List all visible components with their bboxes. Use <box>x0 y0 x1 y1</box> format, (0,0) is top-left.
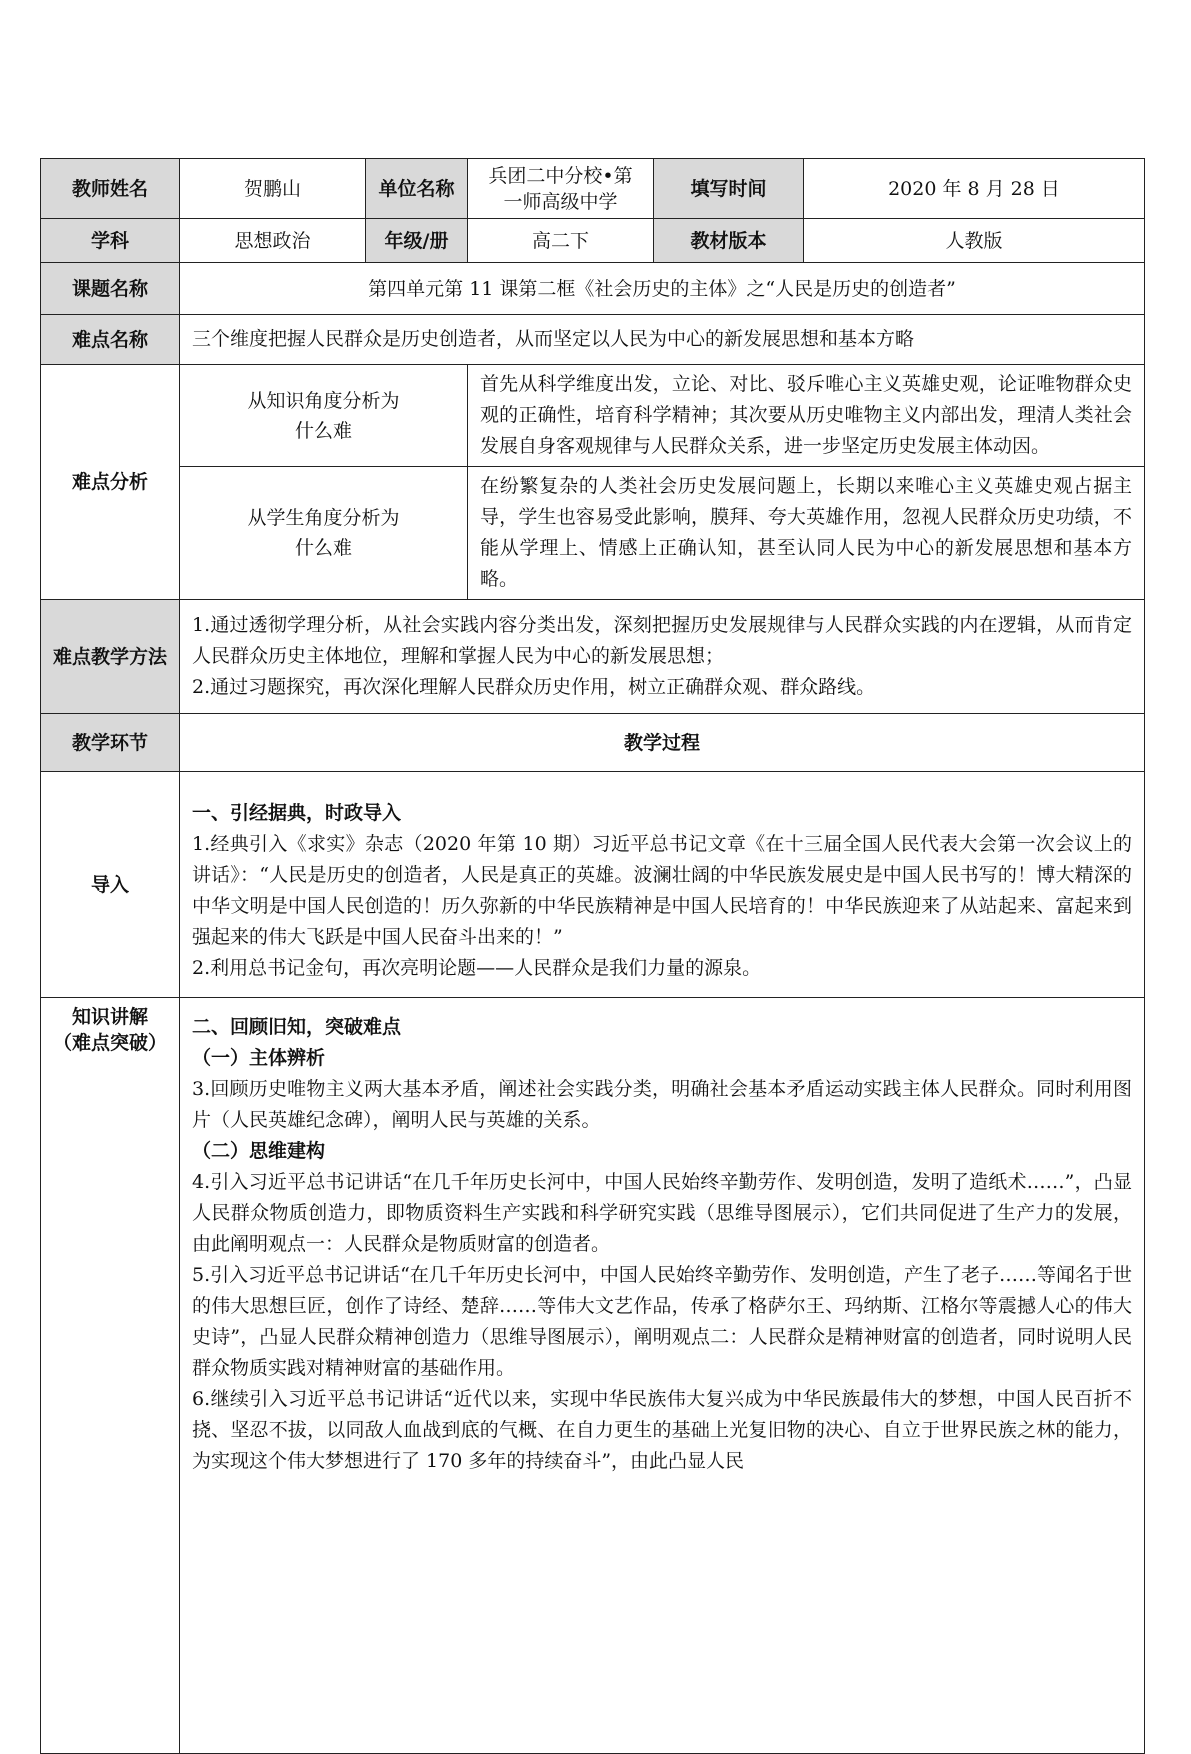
knowledge-label-line1: 知识讲解 <box>71 1006 148 1028</box>
knowledge-label <box>41 998 180 1754</box>
intro-label: 导入 <box>41 772 180 998</box>
method-item-1: 1.通过透彻学理分析，从社会实践内容分类出发，深刻把握历史发展规律与人民群众实践的内在逻辑，从而肯定人民群众历史主体地位，理解和掌握人民为中心的新发展思想； <box>192 614 1132 667</box>
intro-heading: 一、引经据典，时政导入 <box>192 802 402 824</box>
process-header: 教学过程 <box>180 714 1145 772</box>
row-intro <box>41 772 1145 998</box>
subject-label: 学科 <box>41 219 180 263</box>
knowledge-paragraph-5: 5.引入习近平总书记讲话“在几千年历史长河中，中国人民始终辛勤劳作、发明创造，产生了老子……等闻名于世的伟大思想巨匠，创作了诗经、楚辞……等伟大文艺作品，传承了格萨尔王、玛纳斯、江格尔等震撼人心的伟大史诗”，凸显人民群众精神创造力（思维导图展示），阐明观点二：人民群众是精神财富的创造者，同时说明人民群众物质实践对精神财富的基础作用。 <box>192 1264 1132 1379</box>
method-label: 难点教学方法 <box>41 600 180 714</box>
knowledge-angle-line2: 什么难 <box>294 419 352 442</box>
unit-name-line2: 一师高级中学 <box>503 190 618 213</box>
difficulty-label: 难点名称 <box>41 315 180 365</box>
unit-name-label: 单位名称 <box>366 159 468 219</box>
stage-header: 教学环节 <box>41 714 180 772</box>
grade-value: 高二下 <box>468 219 654 263</box>
knowledge-paragraph-3: 3.回顾历史唯物主义两大基本矛盾，阐述社会实践分类，明确社会基本矛盾运动实践主体人民群众。同时利用图片（人民英雄纪念碑），阐明人民与英雄的关系。 <box>192 1078 1132 1131</box>
row-topic <box>41 263 1145 315</box>
row-analysis-student <box>41 467 1145 600</box>
student-angle-label <box>180 467 468 600</box>
edition-label: 教材版本 <box>654 219 804 263</box>
intro-paragraph-1: 1.经典引入《求实》杂志（2020 年第 10 期）习近平总书记文章《在十三届全国人民代表大会第一次会议上的讲话》：“人民是历史的创造者，人民是真正的英雄。波澜壮阔的中华民族发展史是中国人民书写的！博大精深的中华文明是中国人民创造的！历久弥新的中华民族精神是中国人民培育的！中华民族迎来了从站起来、富起来到强起来的伟大飞跃是中国人民奋斗出来的！” <box>192 833 1132 948</box>
teacher-name-value: 贺鹏山 <box>180 159 366 219</box>
knowledge-angle-line1: 从知识角度分析为 <box>247 389 400 412</box>
row-difficulty <box>41 315 1145 365</box>
teacher-name-label: 教师姓名 <box>41 159 180 219</box>
knowledge-sub-1: （一）主体辨析 <box>192 1047 326 1069</box>
grade-label: 年级/册 <box>366 219 468 263</box>
subject-value: 思想政治 <box>180 219 366 263</box>
unit-name-value <box>468 159 654 219</box>
row-method <box>41 600 1145 714</box>
row-info-2 <box>41 219 1145 263</box>
fill-date-value: 2020 年 8 月 28 日 <box>804 159 1145 219</box>
row-info-1 <box>41 159 1145 219</box>
student-angle-line2: 什么难 <box>294 537 352 559</box>
student-angle-text: 在纷繁复杂的人类社会历史发展问题上，长期以来唯心主义英雄史观占据主导，学生也容易受此影响，膜拜、夸大英雄作用，忽视人民群众历史功绩，不能从学理上、情感上正确认知，甚至认同人民为中心的新发展思想和基本方略。 <box>468 467 1145 600</box>
knowledge-sub-2: （二）思维建构 <box>192 1140 326 1162</box>
knowledge-paragraph-6: 6.继续引入习近平总书记讲话“近代以来，实现中华民族伟大复兴成为中华民族最伟大的梦想，中国人民百折不挠、坚忍不拔，以同敌人血战到底的气概、在自力更生的基础上光复旧物的决心、自立于世界民族之林的能力，为实现这个伟大梦想进行了 170 多年的持续奋斗”，由此凸显人民 <box>192 1388 1132 1472</box>
knowledge-text <box>180 998 1145 1754</box>
student-angle-line1: 从学生角度分析为 <box>247 507 400 529</box>
topic-label: 课题名称 <box>41 263 180 315</box>
row-knowledge <box>41 998 1145 1754</box>
knowledge-angle-text: 首先从科学维度出发，立论、对比、驳斥唯心主义英雄史观，论证唯物群众史观的正确性，培育科学精神；其次要从历史唯物主义内部出发，理清人类社会发展自身客观规律与人民群众关系，进一步坚定历史发展主体动因。 <box>468 365 1145 467</box>
row-process-header <box>41 714 1145 772</box>
knowledge-label-line2: （难点突破） <box>52 1032 167 1054</box>
unit-name-line1: 兵团二中分校•第 <box>488 164 633 187</box>
knowledge-heading: 二、回顾旧知，突破难点 <box>192 1016 402 1038</box>
difficulty-value: 三个维度把握人民群众是历史创造者，从而坚定以人民为中心的新发展思想和基本方略 <box>180 315 1145 365</box>
lesson-plan-table <box>40 158 1145 1754</box>
row-analysis-knowledge <box>41 365 1145 467</box>
knowledge-angle-label <box>180 365 468 467</box>
intro-paragraph-2: 2.利用总书记金句，再次亮明论题——人民群众是我们力量的源泉。 <box>192 957 762 979</box>
analysis-label: 难点分析 <box>41 365 180 600</box>
edition-value: 人教版 <box>804 219 1145 263</box>
topic-value: 第四单元第 11 课第二框《社会历史的主体》之“人民是历史的创造者” <box>180 263 1145 315</box>
method-item-2: 2.通过习题探究，再次深化理解人民群众历史作用，树立正确群众观、群众路线。 <box>192 676 876 698</box>
knowledge-content <box>192 1012 1132 1568</box>
intro-text <box>180 772 1145 998</box>
fill-date-label: 填写时间 <box>654 159 804 219</box>
method-text <box>180 600 1145 714</box>
knowledge-paragraph-4: 4.引入习近平总书记讲话“在几千年历史长河中，中国人民始终辛勤劳作、发明创造，发明了造纸术……”，凸显人民群众物质创造力，即物质资料生产实践和科学研究实践（思维导图展示），它们共同促进了生产力的发展，由此阐明观点一：人民群众是物质财富的创造者。 <box>192 1171 1132 1255</box>
